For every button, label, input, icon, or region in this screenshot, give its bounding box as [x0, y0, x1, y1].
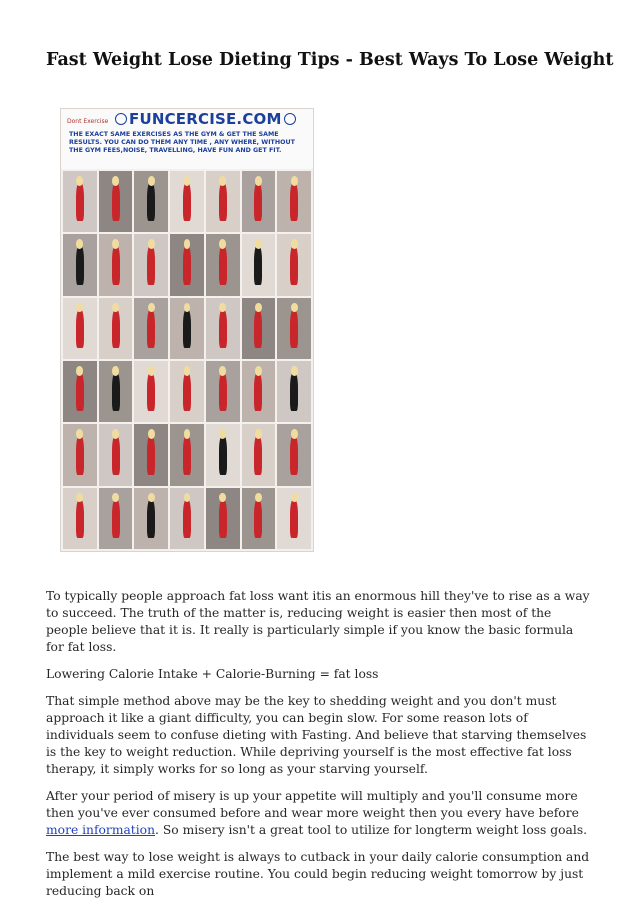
exercise-figure-head [112, 176, 119, 186]
exercise-photo [242, 488, 276, 549]
exercise-figure [76, 309, 84, 348]
exercise-photo [170, 171, 204, 232]
exercise-figure [147, 245, 155, 284]
poster-header [61, 109, 313, 169]
exercise-figure [290, 245, 298, 284]
exercise-figure [290, 372, 298, 411]
exercise-figure [112, 435, 120, 474]
exercise-photo [63, 171, 97, 232]
exercise-figure-head [112, 429, 119, 439]
exercise-figure [290, 435, 298, 474]
exercise-photo [242, 361, 276, 422]
exercise-photo [277, 234, 311, 295]
smiley-icon [284, 113, 296, 125]
exercise-photo [242, 171, 276, 232]
exercise-photo [134, 361, 168, 422]
exercise-figure-head [148, 493, 155, 503]
exercise-figure-head [255, 239, 262, 249]
exercise-photo [63, 361, 97, 422]
exercise-figure [254, 245, 262, 284]
exercise-figure [112, 499, 120, 538]
exercise-figure-head [291, 429, 298, 439]
exercise-photo [134, 234, 168, 295]
more-information-link[interactable]: more information [46, 823, 156, 837]
exercise-figure [219, 499, 227, 538]
funcercise-poster-image [60, 108, 314, 552]
exercise-figure-head [148, 366, 155, 376]
exercise-figure-head [148, 429, 155, 439]
exercise-figure [183, 309, 191, 348]
exercise-figure-head [112, 303, 119, 313]
exercise-figure-head [76, 366, 83, 376]
poster-text: THE EXACT SAME EXERCISES AS THE GYM & GET THE SAME RESULTS. YOU CAN DO THEM ANY TIME , ANY WHERE, WITHOUT THE GYM FEES,NOISE, TRAVELLING, HAVE FUN AND GET FIT. [69, 131, 295, 154]
exercise-figure [183, 182, 191, 221]
exercise-photo [277, 424, 311, 485]
exercise-photo [134, 298, 168, 359]
exercise-figure [183, 435, 191, 474]
exercise-photo [134, 171, 168, 232]
exercise-photo [206, 298, 240, 359]
exercise-photo [170, 298, 204, 359]
exercise-figure-head [255, 429, 262, 439]
paragraph: That simple method above may be the key to shedding weight and you don't must approach it like a giant difficulty, you can begin slow. For some reason lots of individuals seem to confuse dieting with Fasting. And believe that starving themselves is the key to weight reduction. While depriving yourself is the most effective fat loss therapy, it simply works for so long as your starving yourself. [46, 694, 587, 776]
exercise-photo [206, 234, 240, 295]
paragraph: Lowering Calorie Intake + Calorie-Burning = fat loss [46, 667, 379, 681]
exercise-figure-head [255, 493, 262, 503]
exercise-photo [63, 298, 97, 359]
exercise-figure [76, 499, 84, 538]
exercise-photo [170, 488, 204, 549]
exercise-figure [183, 245, 191, 284]
exercise-figure [112, 309, 120, 348]
exercise-figure [219, 372, 227, 411]
exercise-photo [63, 488, 97, 549]
paragraph: The best way to lose weight is always to cutback in your daily calorie consumption and implement a mild exercise routine. You could begin reducing weight tomorrow by just reducing back on [46, 850, 590, 898]
exercise-figure-head [112, 366, 119, 376]
exercise-figure-head [148, 303, 155, 313]
brand-tagline: Dont Exercise [67, 118, 109, 125]
exercise-photo [99, 171, 133, 232]
exercise-figure-head [184, 176, 191, 186]
exercise-photo [99, 488, 133, 549]
exercise-figure [112, 182, 120, 221]
exercise-photo-grid [63, 171, 311, 549]
paragraph-text: After your period of misery is up your appetite will multiply and you'll consume more then you've ever consumed before and wear more weight then you every have before [46, 789, 579, 820]
exercise-figure-head [291, 303, 298, 313]
exercise-figure [254, 499, 262, 538]
exercise-figure [76, 182, 84, 221]
exercise-figure [76, 245, 84, 284]
exercise-figure-head [291, 239, 298, 249]
exercise-figure [219, 182, 227, 221]
brand-line [67, 111, 307, 129]
exercise-figure-head [76, 176, 83, 186]
exercise-figure [76, 435, 84, 474]
exercise-figure [290, 182, 298, 221]
exercise-photo [170, 234, 204, 295]
exercise-photo [277, 361, 311, 422]
exercise-figure [183, 499, 191, 538]
paragraph-text: . So misery isn't a great tool to utilize for longterm weight loss goals. [155, 823, 588, 837]
exercise-figure-head [255, 303, 262, 313]
exercise-photo [206, 424, 240, 485]
paragraph: To typically people approach fat loss want itis an enormous hill they've to rise as a way to succeed. The truth of the matter is, reducing weight is easier then most of the people believe that it is. It really is particularly simple if you know the basic formula for fat loss. [46, 589, 590, 654]
exercise-figure-head [112, 493, 119, 503]
exercise-figure-head [184, 366, 191, 376]
exercise-figure [147, 499, 155, 538]
exercise-photo [99, 298, 133, 359]
exercise-figure-head [291, 493, 298, 503]
exercise-figure [290, 309, 298, 348]
exercise-photo [63, 234, 97, 295]
exercise-photo [242, 234, 276, 295]
exercise-photo [134, 488, 168, 549]
exercise-figure [219, 245, 227, 284]
exercise-photo [99, 234, 133, 295]
exercise-photo [170, 424, 204, 485]
exercise-photo [242, 424, 276, 485]
exercise-photo [206, 171, 240, 232]
exercise-figure [254, 372, 262, 411]
exercise-figure-head [148, 176, 155, 186]
exercise-figure [254, 182, 262, 221]
exercise-figure [112, 245, 120, 284]
article-body [46, 588, 594, 910]
exercise-figure [147, 309, 155, 348]
exercise-figure [147, 182, 155, 221]
exercise-photo [277, 488, 311, 549]
exercise-figure-head [291, 176, 298, 186]
exercise-photo [242, 298, 276, 359]
exercise-photo [63, 424, 97, 485]
paragraph [46, 788, 594, 839]
exercise-figure-head [255, 176, 262, 186]
exercise-photo [277, 298, 311, 359]
exercise-figure [76, 372, 84, 411]
exercise-figure-head [148, 239, 155, 249]
exercise-figure [254, 435, 262, 474]
brand-logo [113, 110, 298, 128]
exercise-figure [219, 309, 227, 348]
exercise-photo [277, 171, 311, 232]
exercise-photo [206, 361, 240, 422]
exercise-figure [183, 372, 191, 411]
exercise-figure-head [112, 239, 119, 249]
brand-name: FUNCERCISE.COM [129, 110, 282, 128]
exercise-photo [134, 424, 168, 485]
exercise-figure-head [219, 176, 226, 186]
exercise-figure [219, 435, 227, 474]
exercise-figure [254, 309, 262, 348]
exercise-photo [99, 361, 133, 422]
exercise-figure [147, 435, 155, 474]
exercise-figure [147, 372, 155, 411]
exercise-photo [170, 361, 204, 422]
exercise-figure [290, 499, 298, 538]
smiley-icon [115, 113, 127, 125]
exercise-photo [206, 488, 240, 549]
exercise-figure-head [255, 366, 262, 376]
exercise-figure [112, 372, 120, 411]
exercise-photo [99, 424, 133, 485]
exercise-figure-head [291, 366, 298, 376]
page-title: Fast Weight Lose Dieting Tips - Best Ways To Lose Weight [46, 50, 614, 70]
exercise-figure-head [219, 366, 226, 376]
